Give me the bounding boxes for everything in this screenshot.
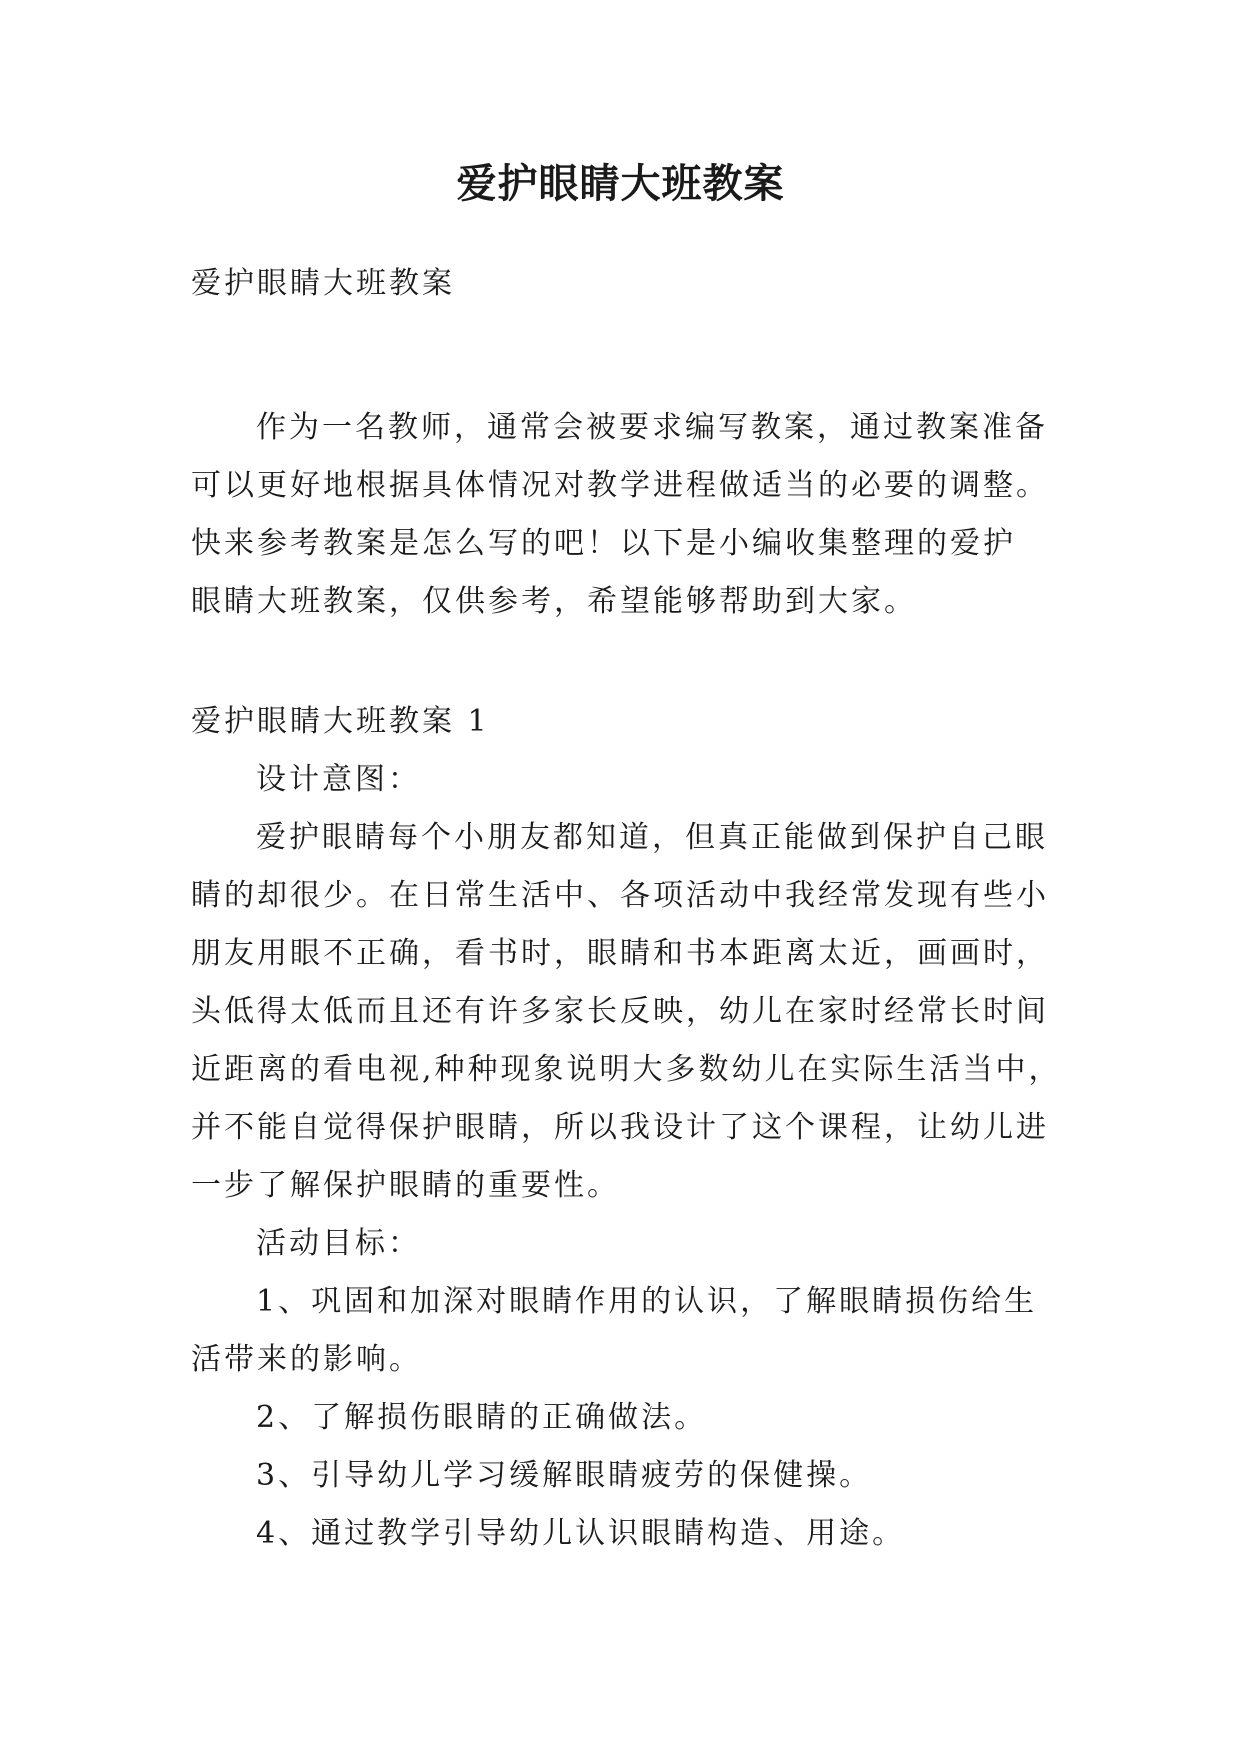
design-line: 一步了解保护眼睛的重要性。: [191, 1168, 620, 1203]
design-line: 朋友用眼不正确，看书时，眼睛和书本距离太近，画画时，: [191, 936, 1049, 971]
document-subtitle: 爱护眼睛大班教案: [191, 266, 455, 301]
document-title: 爱护眼睛大班教案: [456, 161, 785, 207]
goal-item-3: 3、引导幼儿学习缓解眼睛疲劳的保健操。: [256, 1458, 873, 1493]
intro-line: 可以更好地根据具体情况对教学进程做适当的必要的调整。: [191, 468, 1049, 503]
intro-line: 作为一名教师，通常会被要求编写教案，通过教案准备: [256, 410, 1048, 445]
goal-item-4: 4、通过教学引导幼儿认识眼睛构造、用途。: [256, 1516, 906, 1551]
design-line: 并不能自觉得保护眼睛，所以我设计了这个课程，让幼儿进: [191, 1110, 1049, 1145]
design-heading: 设计意图：: [256, 762, 421, 797]
goal-item-1: 1、巩固和加深对眼睛作用的认识，了解眼睛损伤给生: [256, 1284, 1038, 1319]
design-line: 头低得太低而且还有许多家长反映，幼儿在家时经常长时间: [191, 994, 1049, 1029]
design-line: 爱护眼睛每个小朋友都知道，但真正能做到保护自己眼: [256, 820, 1048, 855]
goals-heading: 活动目标：: [256, 1226, 421, 1261]
goal-item-2: 2、了解损伤眼睛的正确做法。: [256, 1400, 708, 1435]
design-line: 睛的却很少。在日常生活中、各项活动中我经常发现有些小: [191, 878, 1049, 913]
section-heading: 爱护眼睛大班教案 1: [191, 704, 490, 739]
intro-line: 眼睛大班教案，仅供参考，希望能够帮助到大家。: [191, 584, 917, 619]
goal-item-1-continued: 活带来的影响。: [191, 1342, 422, 1377]
intro-line: 快来参考教案是怎么写的吧！以下是小编收集整理的爱护: [191, 526, 1016, 561]
design-line: 近距离的看电视,种种现象说明大多数幼儿在实际生活当中，: [191, 1052, 1062, 1087]
